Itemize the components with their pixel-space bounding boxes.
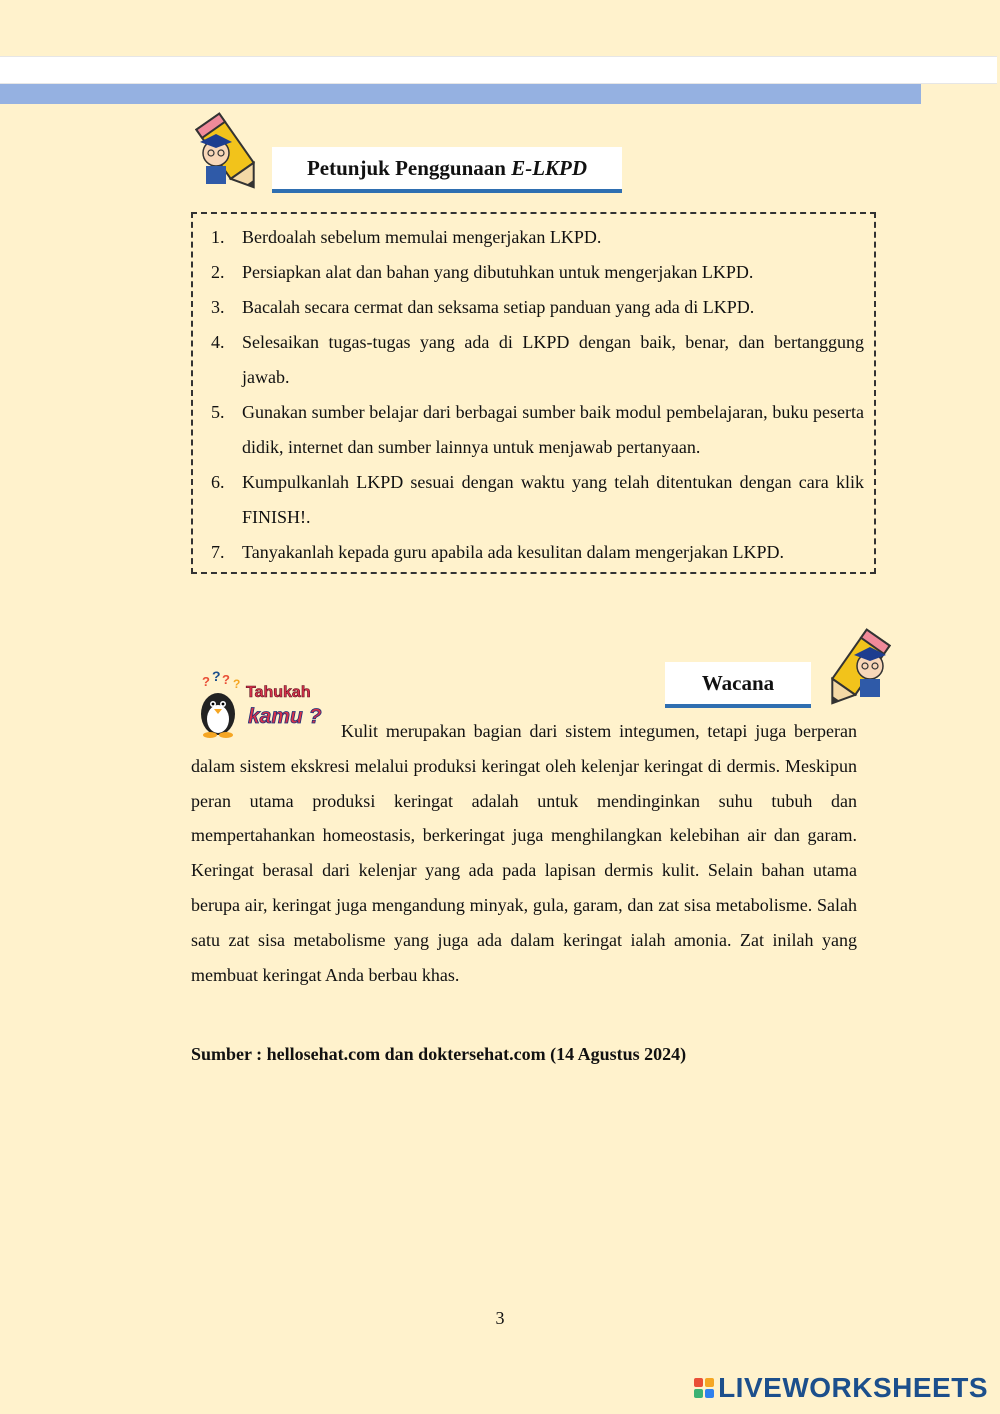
wacana-paragraph xyxy=(191,714,857,992)
instructions-box xyxy=(191,212,876,574)
brand-mark-square xyxy=(694,1389,703,1398)
header-white-band xyxy=(0,56,997,84)
instruction-item: 7. Tanyakanlah kepada guru apabila ada kesulitan dalam mengerjakan LKPD. xyxy=(211,542,785,562)
instruction-item: 3. Bacalah secara cermat dan seksama setiap panduan yang ada di LKPD. xyxy=(211,297,755,317)
instruction-item: 4. Selesaikan tugas-tugas yang ada di LKPD dengan baik, benar, dan bertanggung jawab. xyxy=(211,332,864,387)
title-italic-text: E-LKPD xyxy=(511,155,588,180)
page-number: 3 xyxy=(495,1308,505,1328)
instruction-item: 6. Kumpulkanlah LKPD sesuai dengan waktu yang telah ditentukan dengan cara klik FINISH!. xyxy=(211,472,864,527)
section-title-petunjuk xyxy=(272,147,622,193)
wacana-title-text: Wacana xyxy=(701,670,775,695)
header-blue-band xyxy=(0,84,921,104)
svg-text:?: ? xyxy=(202,674,210,689)
brand-mark-square xyxy=(694,1378,703,1387)
brand-mark-square xyxy=(705,1378,714,1387)
brand-name: LIVEWORKSHEETS xyxy=(718,1372,988,1403)
svg-text:?: ? xyxy=(212,670,221,684)
pencil-mascot-icon xyxy=(810,624,900,714)
liveworksheets-logo xyxy=(694,1372,988,1404)
svg-text:?: ? xyxy=(222,672,230,687)
pencil-mascot-icon xyxy=(186,108,276,198)
instruction-item: 5. Gunakan sumber belajar dari berbagai sumber baik modul pembelajaran, buku peserta didik, internet dan sumber lainnya untuk menjawab pertanyaan. xyxy=(211,402,864,457)
instruction-item: 1. Berdoalah sebelum memulai mengerjakan LKPD. xyxy=(211,227,602,247)
instruction-item: 2. Persiapkan alat dan bahan yang dibutuhkan untuk mengerjakan LKPD. xyxy=(211,262,754,282)
title-plain-text: Petunjuk Penggunaan xyxy=(306,155,512,180)
section-title-wacana xyxy=(665,662,811,708)
wacana-paragraph-text: Kulit merupakan bagian dari sistem integumen, tetapi juga berperan dalam sistem ekskresi melalui produksi keringat oleh kelenjar keringat di dermis. Meskipun peran utama produksi keringat adalah untuk mendinginkan suhu tubuh dan mempertahankan homeostasis, berkeringat juga menghilangkan kelebihan air dan garam. Keringat berasal dari kelenjar yang ada pada lapisan dermis kulit. Selain bahan utama berupa air, keringat juga mengandung minyak, gula, garam, dan zat sisa metabolisme. Salah satu zat sisa metabolisme yang juga ada dalam keringat ialah amonia. Zat inilah yang membuat keringat Anda berbau khas. xyxy=(191,721,857,985)
brand-mark-icon xyxy=(694,1378,714,1398)
badge-line2-text: kamu ? xyxy=(248,705,322,728)
source-citation: Sumber : hellosehat.com dan doktersehat.com (14 Agustus 2024) xyxy=(191,1044,687,1064)
brand-mark-square xyxy=(705,1389,714,1398)
svg-text:?: ? xyxy=(233,677,241,691)
instructions-list xyxy=(211,220,864,570)
badge-line1-text: Tahukah xyxy=(246,684,311,701)
